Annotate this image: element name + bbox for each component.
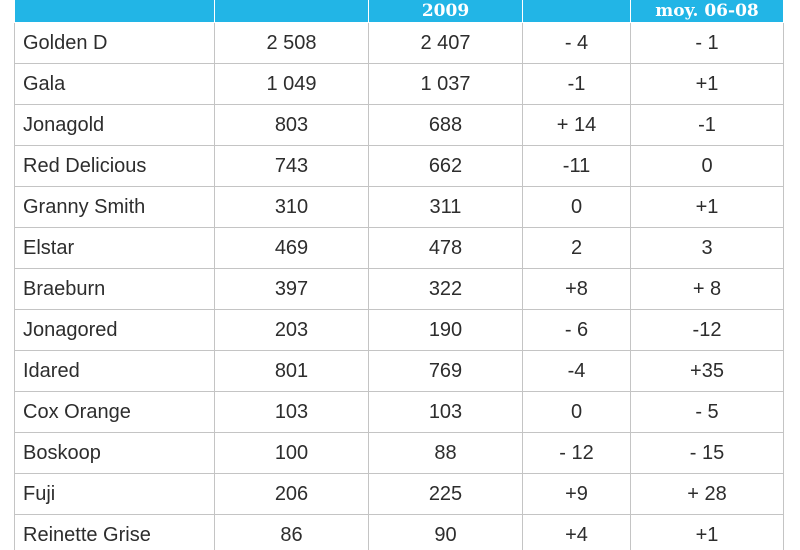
value-cell: 103 [369,392,523,433]
value-cell: -11 [523,146,631,187]
value-cell: 2 508 [215,23,369,64]
value-cell: +1 [631,187,784,228]
table-row [15,351,784,392]
value-cell: 2 [523,228,631,269]
column-header-label: moy. 06-08 [655,1,759,21]
value-cell: 203 [215,310,369,351]
value-cell: -4 [523,351,631,392]
apple-varieties-table [14,0,784,550]
value-cell: 100 [215,433,369,474]
value-cell: 322 [369,269,523,310]
table-row [15,392,784,433]
value-cell: 206 [215,474,369,515]
variety-name-cell: Idared [15,351,215,392]
variety-name-cell: Golden D [15,23,215,64]
variety-name-cell: Red Delicious [15,146,215,187]
value-cell: 311 [369,187,523,228]
value-cell: +1 [631,515,784,550]
value-cell: 478 [369,228,523,269]
value-cell: - 15 [631,433,784,474]
table-row [15,105,784,146]
value-cell: + 14 [523,105,631,146]
value-cell: -1 [523,64,631,105]
value-cell: 801 [215,351,369,392]
value-cell: +35 [631,351,784,392]
table-row [15,515,784,550]
value-cell: +8 [523,269,631,310]
table-row [15,433,784,474]
value-cell: 397 [215,269,369,310]
value-cell: -1 [631,105,784,146]
value-cell: 2 407 [369,23,523,64]
table-row [15,187,784,228]
table-row [15,474,784,515]
value-cell: 1 037 [369,64,523,105]
value-cell: 688 [369,105,523,146]
value-cell: 103 [215,392,369,433]
variety-name-cell: Granny Smith [15,187,215,228]
value-cell: -12 [631,310,784,351]
variety-name-cell: Boskoop [15,433,215,474]
variety-name-cell: Reinette Grise [15,515,215,550]
table-row [15,228,784,269]
table-row [15,310,784,351]
header-row [15,0,784,23]
value-cell: +4 [523,515,631,550]
value-cell: - 5 [631,392,784,433]
variety-name-cell: Cox Orange [15,392,215,433]
table-row [15,146,784,187]
variety-name-cell: Braeburn [15,269,215,310]
column-header-2 [369,0,523,23]
value-cell: - 4 [523,23,631,64]
table-body [15,23,784,550]
value-cell: + 28 [631,474,784,515]
column-header-3 [523,0,631,23]
value-cell: +9 [523,474,631,515]
table-row [15,64,784,105]
column-header-0 [15,0,215,23]
column-header-1 [215,0,369,23]
column-header-label: 2009 [421,1,470,21]
variety-name-cell: Jonagored [15,310,215,351]
table-row [15,23,784,64]
value-cell: 310 [215,187,369,228]
value-cell: - 6 [523,310,631,351]
value-cell: 803 [215,105,369,146]
value-cell: - 12 [523,433,631,474]
value-cell: 769 [369,351,523,392]
variety-name-cell: Jonagold [15,105,215,146]
value-cell: 469 [215,228,369,269]
value-cell: 1 049 [215,64,369,105]
value-cell: 3 [631,228,784,269]
value-cell: 190 [369,310,523,351]
value-cell: - 1 [631,23,784,64]
value-cell: 90 [369,515,523,550]
variety-name-cell: Fuji [15,474,215,515]
table-row [15,269,784,310]
variety-name-cell: Elstar [15,228,215,269]
value-cell: +1 [631,64,784,105]
value-cell: 88 [369,433,523,474]
column-header-4 [631,0,784,23]
value-cell: 86 [215,515,369,550]
value-cell: 0 [631,146,784,187]
value-cell: 743 [215,146,369,187]
value-cell: 0 [523,392,631,433]
variety-name-cell: Gala [15,64,215,105]
value-cell: 225 [369,474,523,515]
value-cell: + 8 [631,269,784,310]
value-cell: 0 [523,187,631,228]
value-cell: 662 [369,146,523,187]
